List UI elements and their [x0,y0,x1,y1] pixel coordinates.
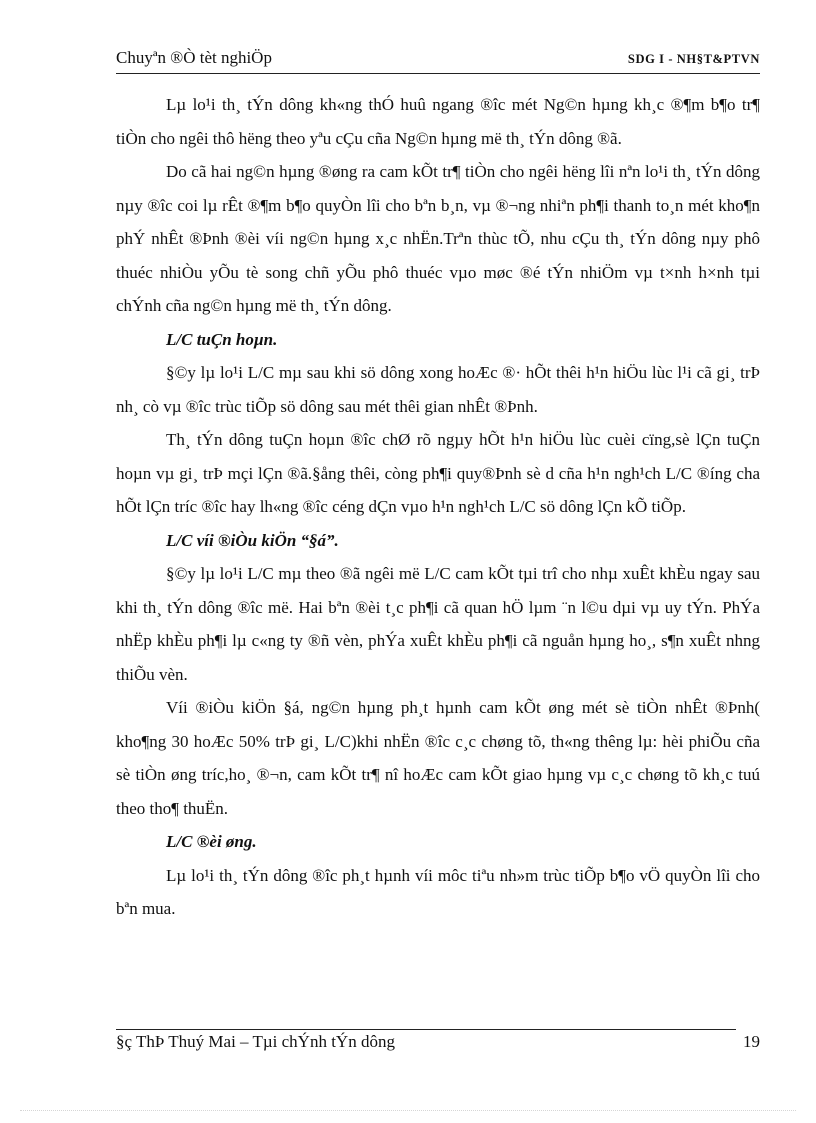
paragraph: §©y lµ lo¹i L/C mµ theo ®ã ngêi më L/C cam kÕt tµi trî cho nhµ xuÊt khÈu ngay sau khi th¸ tÝn dông ®îc më. Hai bªn ®èi t¸c ph¶i cã quan hÖ lµm ¨n l©u dµi vµ uy tÝn. PhÝa nhËp khÈu ph¶i lµ c«ng ty ®ñ vèn, phÝa xuÊt khÈu ph¶i cã nguån hµng ho¸, s¶n xuÊt nhng thiÕu vèn. [116,564,760,684]
header-title: Chuyªn ®Ò tèt nghiÖp [116,48,272,67]
paragraph: Víi ®iÒu kiÖn §á, ng©n hµng ph¸t hµnh cam kÕt øng mét sè tiÒn nhÊt ®Þnh( kho¶ng 30 hoÆc 50% trÞ gi¸ L/C)khi nhËn ®îc c¸c chøng tõ, th«ng thêng lµ: hèi phiÕu cña sè tiÒn øng tríc,ho¸ ®¬n, cam kÕt tr¶ nî hoÆc cam kÕt giao hµng vµ c¸c chøng tõ kh¸c tuú theo tho¶ thuËn. [116,698,760,818]
paragraph: §©y lµ lo¹i L/C mµ sau khi sö dông xong hoÆc ®· hÕt thêi h¹n hiÖu lùc l¹i cã gi¸ trÞ nh¸ cò vµ ®îc trùc tiÕp sö dông sau mét thêi gian nhÊt ®Þnh. [116,363,760,416]
paragraph: Th¸ tÝn dông tuÇn hoµn ®îc chØ rõ ngµy hÕt h¹n hiÖu lùc cuèi cïng,sè lÇn tuÇn hoµn vµ gi¸ trÞ mçi lÇn ®ã.§ång thêi, còng ph¶i quy®Þnh sè d cña h¹n ngh¹ch L/C ®íng cha hÕt lÇn tríc ®îc hay lh«ng ®îc céng dÇn vµo h¹n ngh¹ch L/C sö dông lÇn kÕ tiÕp. [116,430,760,516]
section-heading: L/C ®èi øng. [166,832,257,851]
page-number: 19 [743,1032,760,1051]
paragraph: Do cã hai ng©n hµng ®øng ra cam kÕt tr¶ tiÒn cho ngêi hëng lîi nªn lo¹i th¸ tÝn dông nµy ®îc coi lµ rÊt ®¶m b¶o quyÒn lîi cho bªn b¸n, vµ ®¬ng nhiªn ph¶i thanh to¸n mét kho¶n phÝ nhÊt ®Þnh ®èi víi ng©n hµng x¸c nhËn.Trªn thùc tÕ, nhu cÇu th¸ tÝn dông nµy phô thuéc nhiÒu yÕu tè song chñ yÕu phô thuéc vµo møc ®é tÝn nhiÖm vµ t×nh h×nh tµi chÝnh cña ng©n hµng më th¸ tÝn dông. [116,162,760,315]
page-body [116,88,760,926]
section-heading: L/C tuÇn hoµn. [166,329,278,349]
header-code: SDG I - NH§T&PTVN [627,52,760,66]
page-header [116,48,760,72]
section-heading: L/C víi ®iÒu kiÖn “§á”. [166,530,339,550]
footer-rule [116,1029,736,1030]
header-rule [116,73,760,74]
page-edge-divider [20,1110,796,1111]
footer-author: §ç ThÞ Thuý Mai – Tµi chÝnh tÝn dông [116,1032,395,1051]
paragraph: Lµ lo¹i th¸ tÝn dông ®îc ph¸t hµnh víi môc tiªu nh»m trùc tiÕp b¶o vÖ quyÒn lîi cho bªn mua. [116,865,760,918]
paragraph: Lµ lo¹i th¸ tÝn dông kh«ng thÓ huû ngang ®îc mét Ng©n hµng kh¸c ®¶m b¶o tr¶ tiÒn cho ngêi thô hëng theo yªu cÇu cña Ng©n hµng më th¸ tÝn dông ®ã. [116,95,760,148]
